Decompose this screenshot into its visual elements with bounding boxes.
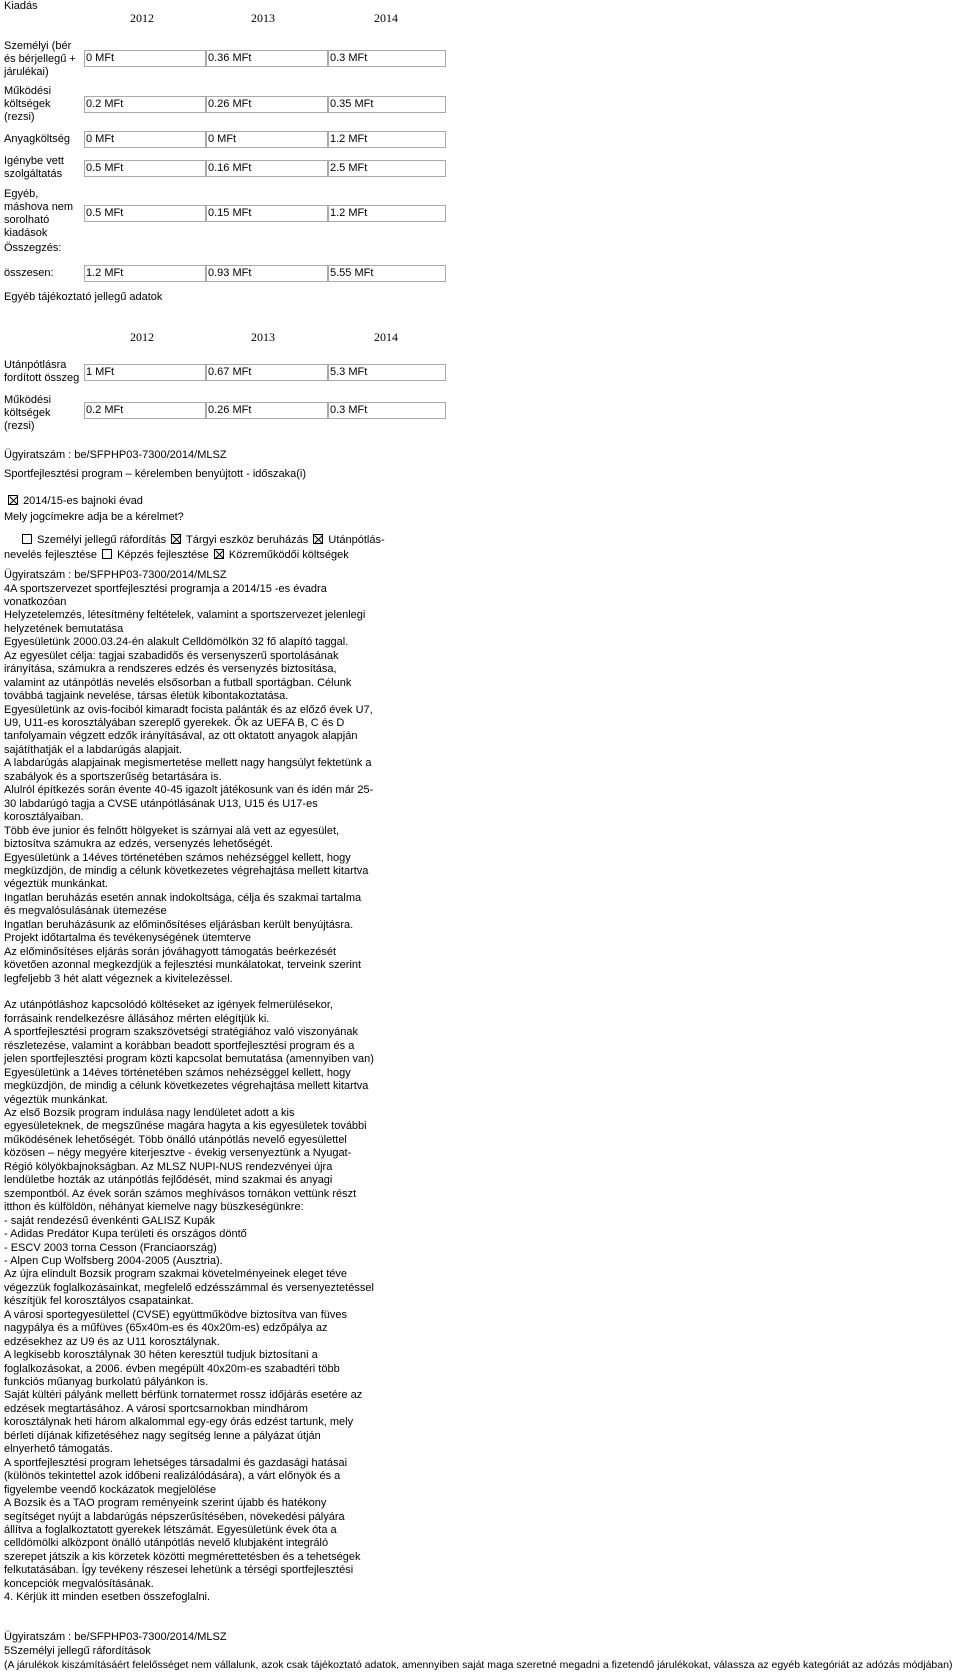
- claims-question: Mely jogcímekre adja be a kérelmet?: [4, 511, 184, 523]
- body-line: itthon és külföldön, néhányat kiemelve nagy büszkeségünkre:: [4, 1201, 304, 1214]
- body-line: jelen sportfejlesztési program közti kapcsolat bemutatása (amennyiben van): [4, 1053, 374, 1066]
- claim-checkbox-assets[interactable]: [171, 534, 181, 544]
- claim-checkbox-training[interactable]: [102, 549, 112, 559]
- body-line: bérleti díjának kifizetéséhez nagy segítség lenne a pályázat útján: [4, 1429, 321, 1442]
- other-cell: 0.26 MFt: [206, 402, 328, 419]
- body-line: figyelembe veendő kockázatok megjelölése: [4, 1483, 217, 1496]
- claim-checkbox-personnel[interactable]: [22, 534, 32, 544]
- body-line: Az első Bozsik program indulása nagy lendületet adott a kis: [4, 1107, 295, 1119]
- total-cell: 0.93 MFt: [206, 265, 328, 282]
- total-label: összesen:: [4, 267, 54, 279]
- expense-cell: 0.35 MFt: [328, 96, 446, 113]
- expense-cell: 0.3 MFt: [328, 50, 446, 67]
- body-line: végeztük munkánkat.: [4, 878, 108, 891]
- body-line: foglalkozásokat, a 2006. évben megépült 40x20m-es szabadtéri több: [4, 1362, 340, 1375]
- body-line: celldömölki alközpont önálló utánpótlás nevelő klubjaként integráló: [4, 1537, 329, 1550]
- other-cell: 0.2 MFt: [84, 402, 206, 419]
- body-line: továbbá tagjaink nevelése, társas életük kibontakoztatása.: [4, 690, 289, 702]
- expense-row-label: Igénybe vett szolgáltatás: [4, 155, 64, 180]
- body-line: A sportfejlesztési program lehetséges társadalmi és gazdasági hatásai: [4, 1456, 348, 1469]
- body-line: és megvalósulásának ütemezése: [4, 905, 167, 918]
- period-title: Sportfejlesztési program – kérelemben benyújtott - időszaka(i): [4, 468, 307, 480]
- body-line: Több éve junior és felnőtt hölgyeket is szárnyai alá vett az egyesület,: [4, 824, 340, 837]
- body-line: elnyerhető támogatás.: [4, 1443, 113, 1456]
- body-line: Egyesületünk a 14éves történetében számos nehézséggel kellett, hogy: [4, 1066, 351, 1079]
- body-line: Az utánpótláshoz kapcsolódó költéseket az igények felmerülésekor,: [4, 999, 333, 1012]
- body-line: működésének lehetőségét. Több önálló utánpótlás nevelő egyesülettel: [4, 1133, 347, 1146]
- expense-cell: 0 MFt: [84, 131, 206, 148]
- body-line: egyesületeknek, de megszűnése magára hagyta a kis egyesületek további: [4, 1120, 367, 1133]
- other-cell: 0.3 MFt: [328, 402, 446, 419]
- body-line: Az újra elindult Bozsik program szakmai követelményeinek eleget téve: [4, 1268, 347, 1281]
- body-line: Egyesületünk az ovis-fociból kimaradt focista palánták és az előző évek U7,: [4, 703, 373, 716]
- claim-label-assets: Tárgyi eszköz beruházás: [186, 534, 309, 546]
- body-line: 30 labdarúgó tagja a CVSE utánpótlásának U13, U15 és U17-es: [4, 797, 318, 810]
- body-line: követően azonnal megkezdjük a fejlesztési munkálatokat, terveink szerint: [4, 959, 362, 971]
- other-year-2012: 2012: [130, 330, 154, 344]
- claim-label-training: Képzés fejlesztése: [117, 549, 209, 561]
- expense-cell: 0.5 MFt: [84, 205, 206, 222]
- expense-cell: 1.2 MFt: [328, 205, 446, 222]
- body-line: legfeljebb 3 hét alatt végeznek a kivitelezéssel.: [4, 972, 233, 985]
- body-line: irányítása, számukra a rendszeres edzés és versenyzés biztosítása,: [4, 663, 337, 676]
- other-title: Egyéb tájékoztató jellegű adatok: [4, 291, 163, 303]
- other-year-2014: 2014: [374, 330, 398, 344]
- claim-label-youth: Utánpótlás-: [328, 534, 385, 546]
- body-line: edzések megtartásához. A városi sportcsarnokban mindhárom: [4, 1402, 308, 1415]
- body-line: Az egyesület célja: tagjai szabadidős és versenyszerű sportolásának: [4, 649, 339, 662]
- claim-label-youth-cont: nevelés fejlesztése: [4, 549, 97, 561]
- body-line: 4. Kérjük itt minden esetben összefoglalni.: [4, 1591, 211, 1604]
- expense-cell: 0.16 MFt: [206, 160, 328, 177]
- body-line: - saját rendezésű évenkénti GALISZ Kupák: [4, 1214, 215, 1227]
- body-line: megküzdjön, de mindig a célunk következetes végrehajtása mellett kitartva: [4, 1080, 369, 1093]
- other-cell: 5.3 MFt: [328, 364, 446, 381]
- body-line: (különös tekintettel azok időbeni realizálódására), a várt előnyök és a: [4, 1470, 341, 1483]
- body-line: koncepciók megvalósításának.: [4, 1577, 154, 1590]
- body-line: vonatkozóan: [4, 595, 67, 608]
- body-line: Ügyiratszám : be/SFPHP03-7300/2014/MLSZ: [4, 569, 227, 581]
- body-line: A labdarúgás alapjainak megismertetése mellett nagy hangsúlyt fektetünk a: [4, 757, 372, 770]
- expense-cell: 0.5 MFt: [84, 160, 206, 177]
- claim-checkbox-contributors[interactable]: [214, 549, 224, 559]
- claim-label-contributors: Közreműködői költségek: [228, 549, 349, 561]
- expense-row-label: Működési költségek (rezsi): [4, 85, 52, 123]
- expense-year-2012: 2012: [130, 11, 154, 25]
- claims-line-1: [20, 534, 385, 547]
- body-line: korosztályaiban.: [4, 811, 84, 824]
- footer-section-title: 5Személyi jellegű ráfordítások: [4, 1645, 151, 1657]
- case-number: Ügyiratszám : be/SFPHP03-7300/2014/MLSZ: [4, 449, 227, 461]
- body-line: 4A sportszervezet sportfejlesztési programja a 2014/15 -es évadra: [4, 582, 327, 595]
- other-row-label: Működési költségek (rezsi): [4, 394, 52, 432]
- footer-case-number: Ügyiratszám : be/SFPHP03-7300/2014/MLSZ: [4, 1631, 227, 1643]
- other-row-label: Utánpótlásra fordított összeg: [4, 359, 80, 384]
- claims-line-2: [4, 549, 349, 562]
- other-cell: 1 MFt: [84, 364, 206, 381]
- body-line: állítva a foglalkoztatott gyerekek létszámát. Egyesületünk évek óta a: [4, 1523, 337, 1536]
- expense-title: Kiadás: [4, 0, 38, 12]
- expense-year-2013: 2013: [251, 11, 275, 25]
- body-line: nagypálya és a műfüves (65x40m-es és 40x20m-es) edzőpálya az: [4, 1322, 328, 1335]
- body-line: felkutatásában. Így tevékeny részesei lehetünk a térségi sportfejlesztési: [4, 1564, 354, 1577]
- body-line: Régió kölyökbajnokságban. Az MLSZ NUPI-NUS rendezvényei újra: [4, 1160, 333, 1173]
- body-line: valamint az utánpótlás nevelés elsősorban a futball sportágban. Célunk: [4, 676, 352, 689]
- body-line: Helyzetelemzés, létesítmény feltételek, valamint a sportszervezet jelenlegi: [4, 609, 366, 622]
- other-year-2013: 2013: [251, 330, 275, 344]
- expense-cell: 1.2 MFt: [328, 131, 446, 148]
- body-line: megküzdjön, de mindig a célunk következetes végrehajtása mellett kitartva: [4, 864, 369, 877]
- body-line: funkciós műanyag burkolatú pályánkon is.: [4, 1376, 209, 1388]
- body-line: sajátíthatják el a labdarúgás alapjait.: [4, 743, 182, 756]
- expense-cell: 0.26 MFt: [206, 96, 328, 113]
- body-line: biztosítva számukra az edzés, versenyzés lehetőségét.: [4, 838, 274, 850]
- body-line: tanfolyamain végzett edzők irányításával, az ott oktatott anyagok alapján: [4, 730, 358, 743]
- body-line: Egyesületünk 2000.03.24-én alakult Celldömölkön 32 fő alapító taggal.: [4, 636, 349, 649]
- body-line: szerepet játszik a kis körzetek közötti megmérettetésben és a tehetségek: [4, 1550, 361, 1563]
- body-line: Saját kültéri pályánk mellett bérfünk tornatermet rossz időjárás esetére az: [4, 1389, 363, 1402]
- body-line: - ESCV 2003 torna Cesson (Franciaország): [4, 1241, 217, 1254]
- total-cell: 5.55 MFt: [328, 265, 446, 282]
- body-line: U9, U11-es korosztályában szereplő gyerekek. Ők az UEFA B, C és D: [4, 717, 345, 729]
- body-line: Egyesületünk a 14éves történetében számos nehézséggel kellett, hogy: [4, 851, 351, 864]
- body-line: szempontból. Az évek során számos meghívásos tornákon vettünk részt: [4, 1187, 357, 1200]
- expense-cell: 0.15 MFt: [206, 205, 328, 222]
- body-line: Ingatlan beruházás esetén annak indokoltsága, célja és szakmai tartalma: [4, 891, 362, 904]
- body-line: lendületbe hozták az utánpótlás fejlődését, mind szakmai és anyagi: [4, 1174, 333, 1187]
- body-line: - Alpen Cup Wolfsberg 2004-2005 (Ausztria).: [4, 1254, 223, 1267]
- body-line: Az előminősítéses eljárás során jóváhagyott támogatás beérkezését: [4, 945, 337, 958]
- body-line: A Bozsik és a TAO program reményeink szerint újabb és hatékony: [4, 1497, 327, 1509]
- total-cell: 1.2 MFt: [84, 265, 206, 282]
- claim-checkbox-youth[interactable]: [313, 534, 323, 544]
- body-line: végeztük munkánkat.: [4, 1093, 108, 1106]
- body-line: A legkisebb korosztálynak 30 héten keresztül tudjuk biztosítani a: [4, 1349, 318, 1362]
- body-line: helyzetének bemutatása: [4, 622, 124, 635]
- footer-note: (A járulékok kiszámításáért felelősséget nem vállalunk, azok csak tájékoztató adatok, amennyiben saját maga szeretné megadni a fizetendő járulékokat, válassza az egyéb kategóriát az adózás módjában): [4, 1659, 953, 1671]
- body-line: forrásaink rendelkezésre állásához mérten elégítjük ki.: [4, 1012, 270, 1025]
- expense-cell: 0.2 MFt: [84, 96, 206, 113]
- claim-label-personnel: Személyi jellegű ráfordítás: [37, 534, 167, 546]
- body-line: Alulról építkezés során évente 40-45 igazolt játékosunk van és idén már 25-: [4, 784, 374, 797]
- expense-year-2014: 2014: [374, 11, 398, 25]
- body-line: Projekt időtartalma és tevékenységének ütemterve: [4, 932, 252, 945]
- expense-row-label: Egyéb, máshova nem sorolható kiadások: [4, 188, 74, 239]
- season-label: 2014/15-es bajnoki évad: [23, 495, 143, 507]
- expense-row-label: Személyi (bér és bérjellegű + járulékai): [4, 40, 76, 78]
- body-line: készítjük fel korosztályos csapatainkat.: [4, 1295, 194, 1308]
- season-checkbox[interactable]: [8, 495, 18, 505]
- body-line: részletezése, valamint a korábban beadott sportfejlesztési program és a: [4, 1039, 355, 1052]
- body-line: Ingatlan beruházásunk az előminősítéses eljárásban került benyújtásra.: [4, 918, 354, 931]
- expense-cell: 0 MFt: [206, 131, 328, 148]
- body-line: korosztálynak heti három alkalommal egy-egy órás edzést tartunk, mely: [4, 1416, 354, 1429]
- body-line: közösen – négy megyére kiterjesztve - évekig versenyeztünk a Nyugat-: [4, 1147, 352, 1160]
- expense-row-label: Anyagköltség: [4, 133, 71, 145]
- body-line: végezzük foglalkozásainkat, megfelelő edzésszámmal és versenyeztetéssel: [4, 1281, 374, 1294]
- body-line: A sportfejlesztési program szakszövetségi stratégiához való viszonyának: [4, 1026, 359, 1039]
- body-line: edzésekhez az U9 és az U11 korosztálynak.: [4, 1335, 220, 1348]
- body-line: - Adidas Predátor Kupa területi és országos döntő: [4, 1228, 247, 1240]
- expense-cell: 0.36 MFt: [206, 50, 328, 67]
- summary-heading: Összegzés:: [4, 242, 62, 254]
- body-line: segítséget nyújt a labdarúgás népszerűsítésében, növekedési pályára: [4, 1510, 345, 1523]
- season-option: [6, 495, 143, 508]
- body-line: szabályok és a sportszerűség betartására is.: [4, 770, 222, 783]
- body-line: A városi sportegyesülettel (CVSE) együttműködve biztosítva van füves: [4, 1308, 347, 1321]
- expense-cell: 0 MFt: [84, 50, 206, 67]
- expense-cell: 2.5 MFt: [328, 160, 446, 177]
- other-cell: 0.67 MFt: [206, 364, 328, 381]
